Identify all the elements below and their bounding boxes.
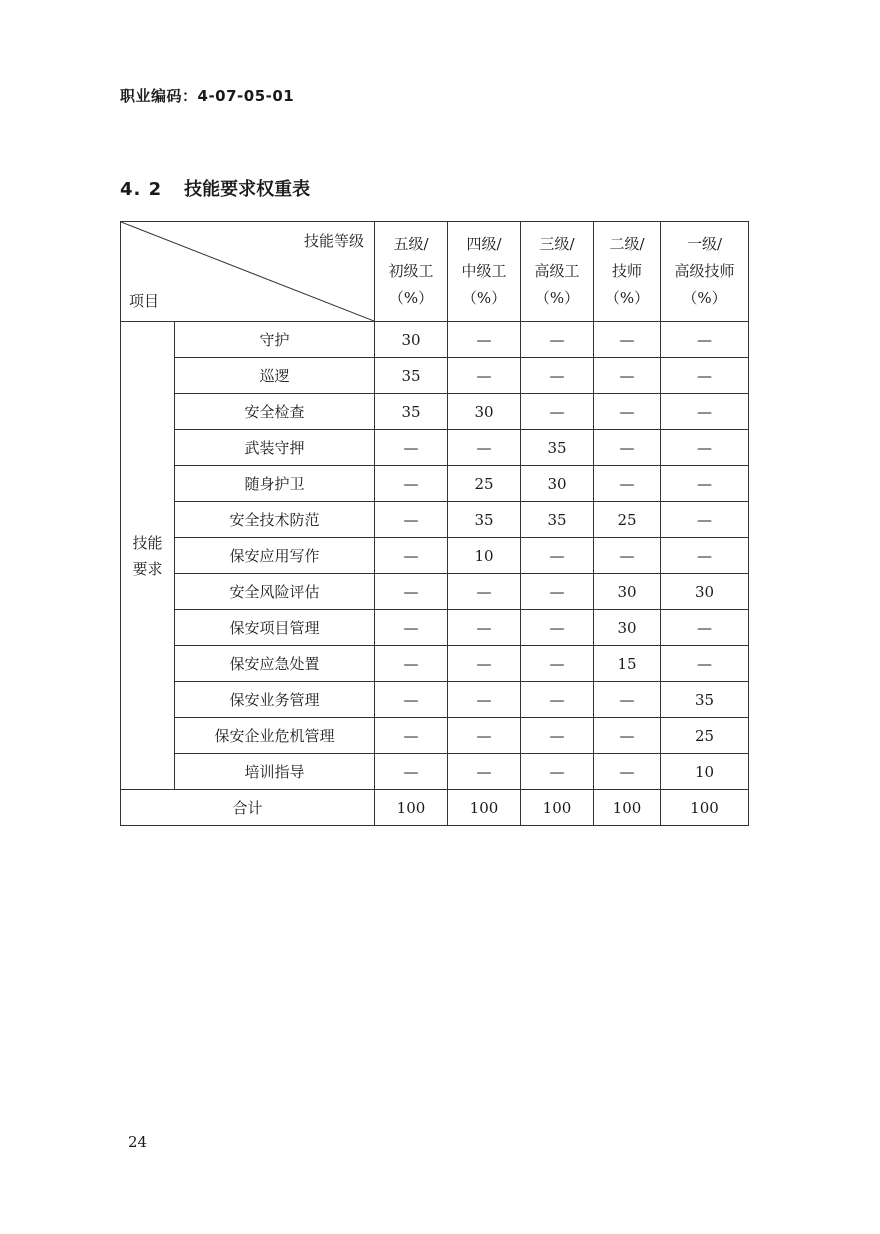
weight-value-cell: —	[375, 502, 448, 538]
weight-value-cell: —	[375, 430, 448, 466]
weight-value-cell: —	[661, 322, 749, 358]
weight-value-cell: —	[375, 682, 448, 718]
weight-value-cell: —	[594, 718, 661, 754]
level-header-line1: 三级/	[539, 235, 575, 253]
weight-value-cell: —	[375, 646, 448, 682]
skill-weight-table	[120, 221, 749, 826]
weight-value-cell: 35	[375, 358, 448, 394]
category-label: 技能	[132, 533, 163, 552]
weight-value-cell: 35	[521, 430, 594, 466]
total-value-cell: 100	[521, 790, 594, 826]
weight-value-cell: 25	[661, 718, 749, 754]
job-code: 职业编码：4-07-05-01	[120, 87, 295, 105]
weight-value-cell: 30	[375, 322, 448, 358]
weight-value-cell: —	[448, 430, 521, 466]
skill-name-cell: 安全检查	[175, 394, 375, 430]
table-row	[121, 538, 749, 574]
level-header-line1: 二级/	[609, 235, 645, 253]
section-title	[120, 175, 310, 201]
weight-value-cell: —	[594, 538, 661, 574]
table-row	[121, 682, 749, 718]
weight-value-cell: 30	[661, 574, 749, 610]
level-header-line3: （%）	[682, 289, 727, 307]
level-header-line1: 四级/	[466, 235, 502, 253]
weight-value-cell: —	[521, 682, 594, 718]
level-header-cell	[448, 222, 521, 322]
weight-value-cell: —	[594, 754, 661, 790]
weight-value-cell: 30	[521, 466, 594, 502]
total-value-cell: 100	[594, 790, 661, 826]
weight-value-cell: —	[521, 322, 594, 358]
skill-name-cell: 安全技术防范	[175, 502, 375, 538]
weight-value-cell: —	[521, 610, 594, 646]
weight-value-cell: —	[448, 718, 521, 754]
level-header-line2: 中级工	[461, 262, 507, 280]
weight-value-cell: —	[375, 466, 448, 502]
corner-label-skill-level: 技能等级	[303, 232, 364, 250]
weight-value-cell: —	[521, 754, 594, 790]
table-row	[121, 394, 749, 430]
weight-value-cell: —	[594, 322, 661, 358]
weight-value-cell: —	[448, 754, 521, 790]
table-row	[121, 646, 749, 682]
weight-value-cell: —	[661, 430, 749, 466]
skill-name-cell: 保安应急处置	[175, 646, 375, 682]
skill-name-cell: 安全风险评估	[175, 574, 375, 610]
total-label-cell: 合计	[121, 790, 375, 826]
section-number: 4. 2	[120, 179, 163, 200]
weight-value-cell: —	[448, 646, 521, 682]
skill-name-cell: 守护	[175, 322, 375, 358]
skill-name-cell: 随身护卫	[175, 466, 375, 502]
weight-value-cell: 30	[594, 574, 661, 610]
weight-value-cell: —	[375, 610, 448, 646]
weight-value-cell: 10	[448, 538, 521, 574]
weight-value-cell: —	[375, 754, 448, 790]
weight-value-cell: 25	[448, 466, 521, 502]
level-header-line3: （%）	[604, 289, 650, 307]
weight-value-cell: —	[661, 358, 749, 394]
level-header-line1: 五级/	[393, 235, 429, 253]
diagonal-header-cell	[121, 222, 375, 322]
weight-value-cell: 35	[448, 502, 521, 538]
category-label: 要求	[132, 559, 163, 578]
skill-name-cell: 保安应用写作	[175, 538, 375, 574]
weight-value-cell: —	[594, 682, 661, 718]
weight-value-cell: —	[661, 538, 749, 574]
weight-value-cell: 35	[375, 394, 448, 430]
category-cell	[121, 322, 175, 790]
table-row	[121, 502, 749, 538]
skill-name-cell: 保安业务管理	[175, 682, 375, 718]
level-header-line2: 初级工	[388, 262, 434, 280]
weight-value-cell: 30	[448, 394, 521, 430]
weight-value-cell: —	[521, 538, 594, 574]
skill-name-cell: 培训指导	[175, 754, 375, 790]
table-row	[121, 754, 749, 790]
weight-value-cell: 35	[661, 682, 749, 718]
weight-value-cell: —	[521, 358, 594, 394]
skill-name-cell: 巡逻	[175, 358, 375, 394]
weight-value-cell: —	[661, 466, 749, 502]
level-header-line3: （%）	[461, 289, 507, 307]
table-row	[121, 610, 749, 646]
weight-value-cell: —	[521, 646, 594, 682]
section-title-text: 技能要求权重表	[184, 179, 311, 200]
level-header-line3: （%）	[534, 289, 580, 307]
page-number: 24	[128, 1133, 148, 1151]
weight-value-cell: —	[594, 430, 661, 466]
weight-value-cell: —	[375, 718, 448, 754]
table-row	[121, 574, 749, 610]
weight-value-cell: 30	[594, 610, 661, 646]
weight-value-cell: —	[594, 394, 661, 430]
total-value-cell: 100	[375, 790, 448, 826]
level-header-line1: 一级/	[686, 235, 723, 253]
total-row	[121, 790, 749, 826]
weight-value-cell: 25	[594, 502, 661, 538]
weight-value-cell: —	[594, 466, 661, 502]
total-value-cell: 100	[661, 790, 749, 826]
weight-value-cell: —	[661, 394, 749, 430]
weight-value-cell: —	[521, 394, 594, 430]
table-row	[121, 718, 749, 754]
weight-value-cell: —	[594, 358, 661, 394]
level-header-line3: （%）	[388, 289, 434, 307]
weight-value-cell: 15	[594, 646, 661, 682]
level-header-cell	[521, 222, 594, 322]
weight-value-cell: —	[448, 682, 521, 718]
weight-value-cell: —	[661, 502, 749, 538]
weight-value-cell: —	[448, 574, 521, 610]
table-row	[121, 358, 749, 394]
weight-value-cell: —	[375, 574, 448, 610]
table-row	[121, 430, 749, 466]
skill-name-cell: 保安项目管理	[175, 610, 375, 646]
weight-value-cell: —	[375, 538, 448, 574]
skill-name-cell: 保安企业危机管理	[175, 718, 375, 754]
weight-value-cell: —	[661, 646, 749, 682]
weight-value-cell: —	[448, 610, 521, 646]
level-header-cell	[594, 222, 661, 322]
table-row	[121, 466, 749, 502]
weight-value-cell: —	[521, 718, 594, 754]
level-header-line2: 技师	[611, 262, 642, 280]
total-value-cell: 100	[448, 790, 521, 826]
weight-value-cell: —	[448, 358, 521, 394]
skill-name-cell: 武装守押	[175, 430, 375, 466]
level-header-line2: 高级技师	[674, 262, 735, 280]
corner-label-item: 项目	[129, 292, 160, 310]
level-header-cell	[375, 222, 448, 322]
weight-value-cell: 35	[521, 502, 594, 538]
table-row	[121, 322, 749, 358]
level-header-cell	[661, 222, 749, 322]
weight-value-cell: —	[448, 322, 521, 358]
weight-value-cell: —	[661, 610, 749, 646]
weight-value-cell: —	[521, 574, 594, 610]
table-header-row	[121, 222, 749, 322]
level-header-line2: 高级工	[534, 262, 580, 280]
weight-value-cell: 10	[661, 754, 749, 790]
